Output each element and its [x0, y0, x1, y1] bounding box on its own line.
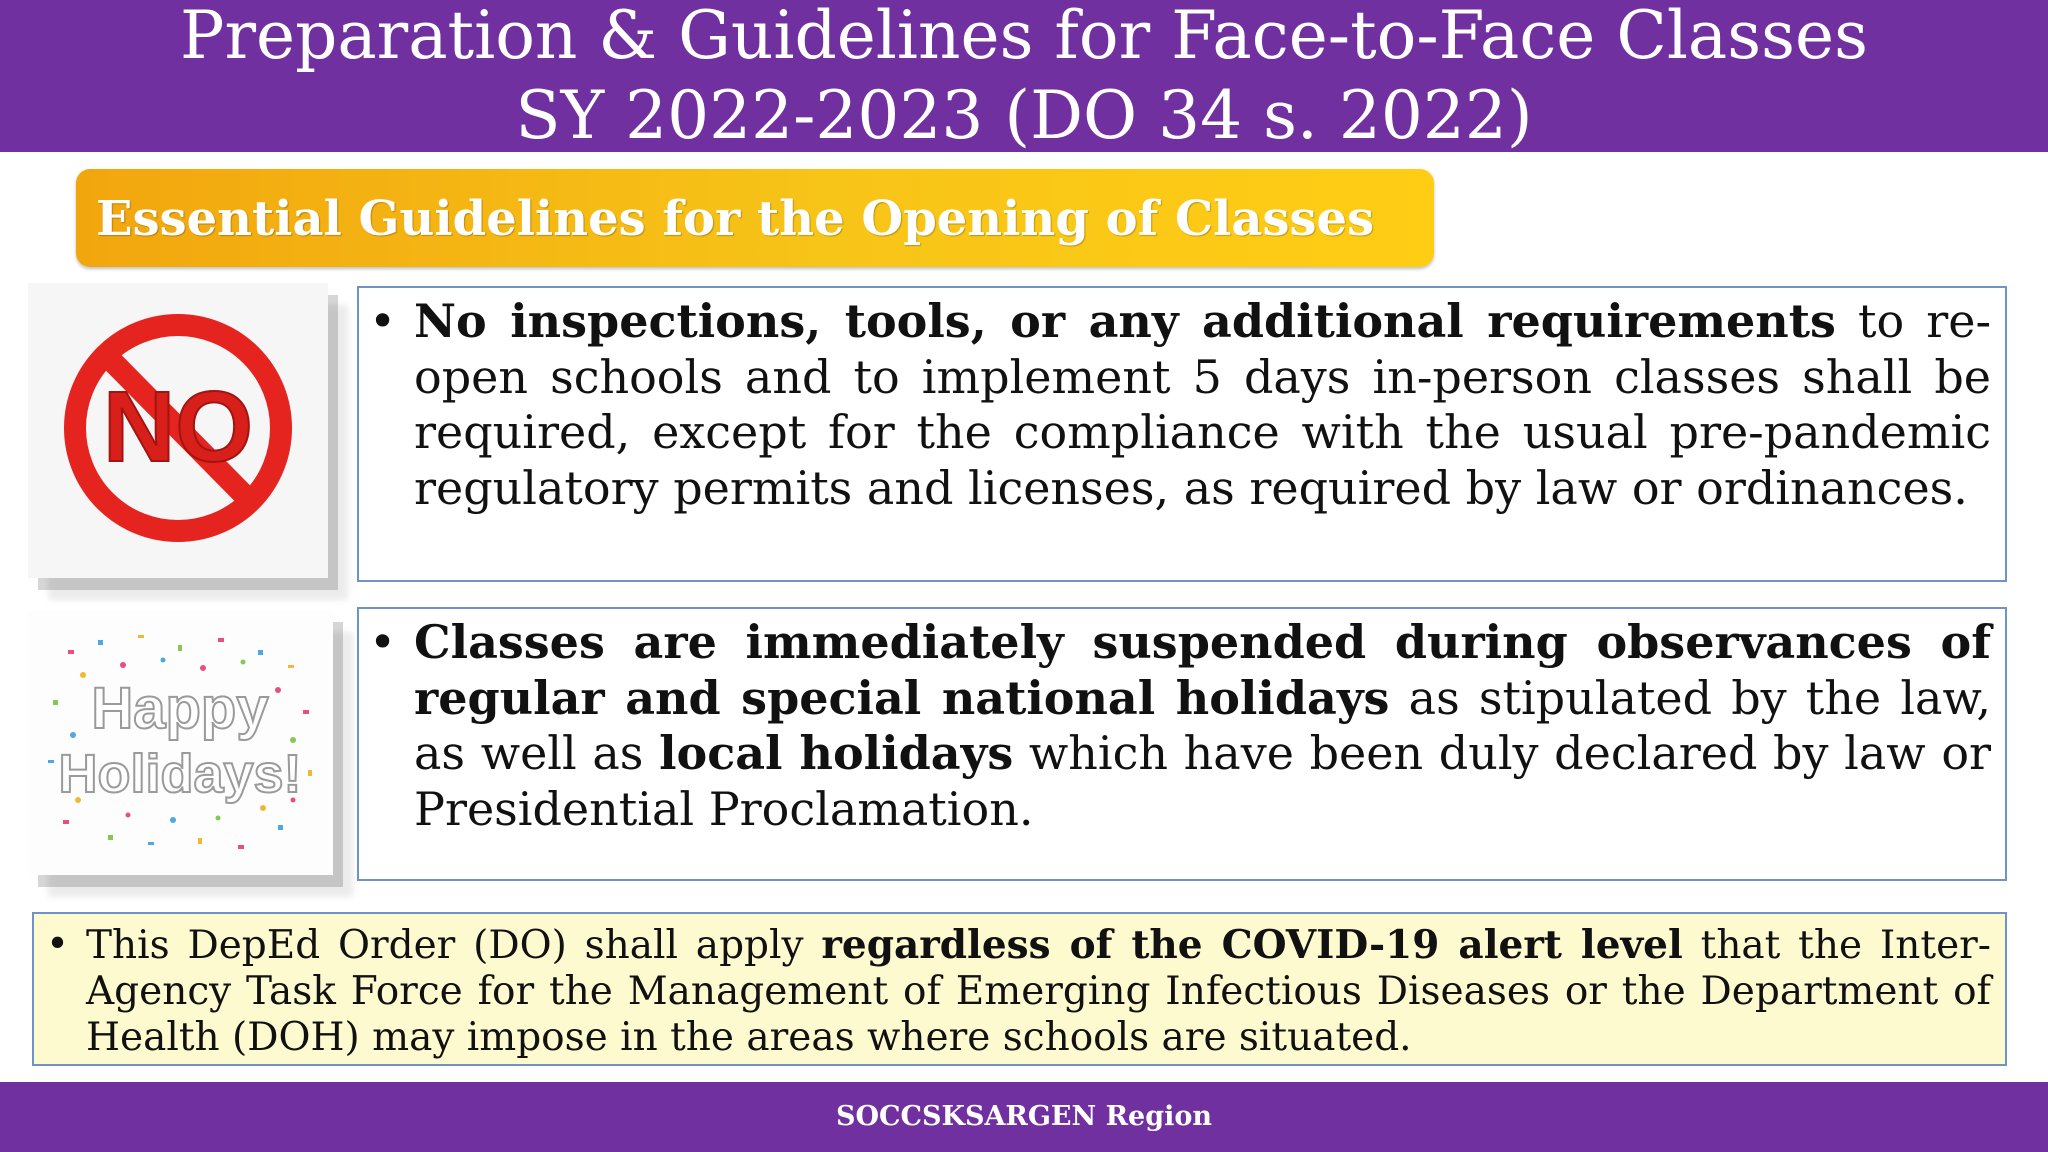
bullet: •	[369, 294, 397, 348]
guideline-box-inspections	[357, 286, 2007, 582]
no-sign-image	[28, 283, 328, 578]
note-box	[32, 912, 2007, 1066]
guideline-box-holidays	[357, 607, 2007, 881]
note-text	[86, 922, 1991, 1061]
page-title-line2: SY 2022-2023 (DO 34 s. 2022)	[515, 77, 1533, 154]
guideline-bold-lead: No inspections, tools, or any additional requirements	[414, 294, 1836, 348]
no-sign-icon	[28, 283, 328, 578]
guideline-body-b: which have been duly declared by law or Presidential Proclamation.	[414, 726, 1991, 836]
holiday-text-line2: Holidays!	[58, 744, 302, 804]
guideline-text	[414, 615, 1991, 837]
note-bold: regardless of the COVID-19 alert level	[821, 922, 1683, 968]
title-bar	[0, 0, 2048, 152]
footer	[0, 1082, 2048, 1152]
holiday-image	[28, 610, 333, 875]
note-body-b: that the Inter-Agency Task Force for the Management of Emerging Infectious Diseases or the Department of Health (DOH) may impose in the areas where schools are situated.	[86, 923, 1991, 1060]
guideline-bold-mid: local holidays	[659, 726, 1014, 780]
bullet: •	[46, 922, 70, 967]
section-heading: Essential Guidelines for the Opening of Classes	[96, 191, 1375, 247]
confetti-icon	[28, 610, 333, 875]
guideline-body: to re-open schools and to implement 5 days in-person classes shall be required, except for the compliance with the usual pre-pandemic regulatory permits and licenses, as required by law or ordinances.	[414, 294, 1991, 515]
note-body-a: This DepEd Order (DO) shall apply	[86, 923, 822, 968]
bullet: •	[369, 615, 397, 669]
page-title-line1: Preparation & Guidelines for Face-to-Face Classes	[180, 0, 1868, 74]
section-banner	[76, 169, 1434, 267]
no-sign-text: NO	[103, 371, 253, 483]
guideline-body-a: as stipulated by the law, as well as	[414, 670, 1991, 780]
holiday-text-line1: Happy	[91, 676, 269, 741]
guideline-bold-lead: Classes are immediately suspended during observances of regular and special national holidays	[414, 615, 1991, 725]
footer-region: SOCCSKSARGEN Region	[836, 1101, 1212, 1132]
guideline-text	[414, 294, 1991, 516]
